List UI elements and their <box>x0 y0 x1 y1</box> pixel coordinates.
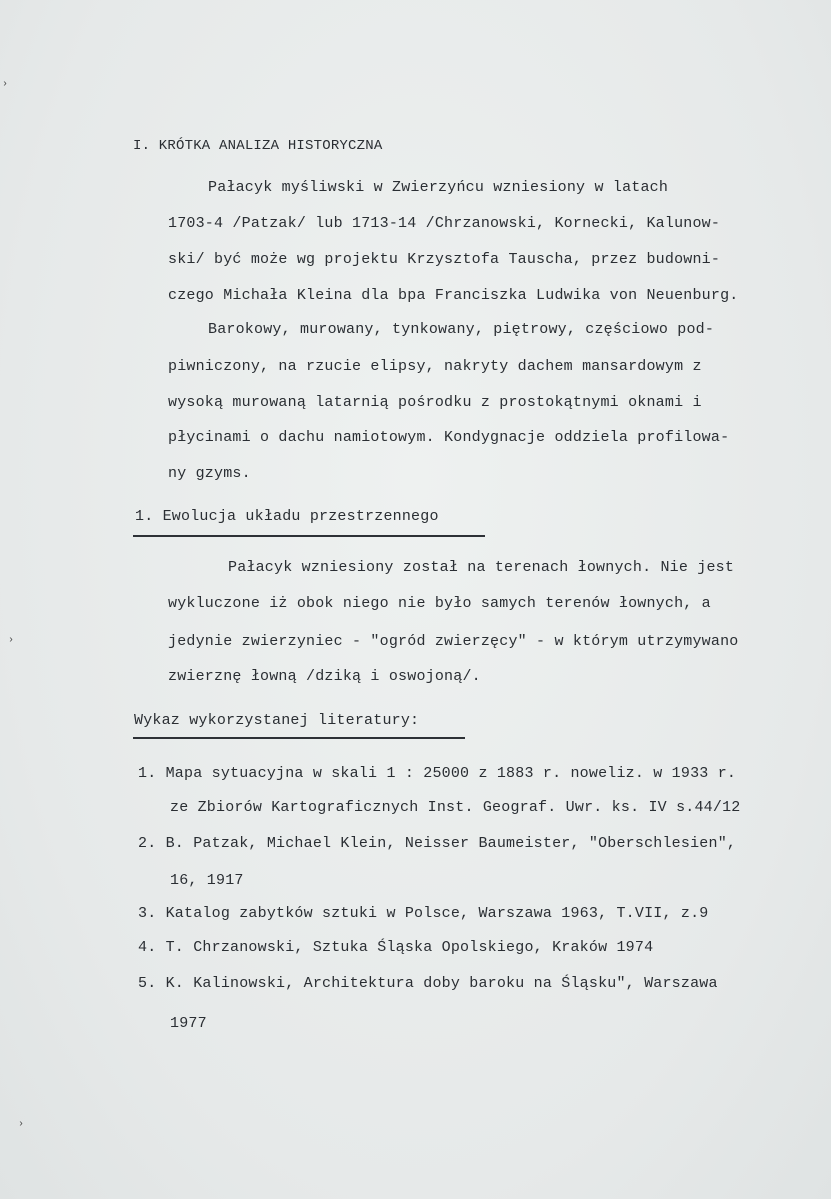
subsection-line: jedynie zwierzyniec - "ogród zwierzęcy" - w którym utrzymywano <box>168 633 739 650</box>
description-line: Barokowy, murowany, tynkowany, piętrowy, częściowo pod- <box>208 321 715 338</box>
intro-line: czego Michała Kleina dla bpa Franciszka Ludwika von Neuenburg. <box>168 287 739 304</box>
description-line: płycinami o dachu namiotowym. Kondygnacje oddziela profilowa- <box>168 429 730 446</box>
margin-mark: › <box>8 635 15 646</box>
bibliography-entry: 1977 <box>170 1015 207 1032</box>
intro-line: ski/ być może wg projektu Krzysztofa Tauscha, przez budowni- <box>168 251 721 268</box>
bibliography-entry: 16, 1917 <box>170 872 244 889</box>
bibliography-entry: 1. Mapa sytuacyjna w skali 1 : 25000 z 1883 r. noweliz. w 1933 r. <box>138 765 737 782</box>
subsection-heading: 1. Ewolucja układu przestrzennego <box>135 508 439 525</box>
subsection-line: zwierznę łowną /dziką i oswojoną/. <box>168 668 481 685</box>
bibliography-heading: Wykaz wykorzystanej literatury: <box>134 712 420 729</box>
bibliography-entry: 2. B. Patzak, Michael Klein, Neisser Baumeister, "Oberschlesien", <box>138 835 737 852</box>
bibliography-underline <box>133 737 465 739</box>
margin-mark: › <box>2 79 9 90</box>
margin-mark: › <box>18 1119 25 1130</box>
bibliography-entry: ze Zbiorów Kartograficznych Inst. Geograf. Uwr. ks. IV s.44/12 <box>170 799 741 816</box>
description-line: wysoką murowaną latarnią pośrodku z prostokątnymi oknami i <box>168 394 702 411</box>
description-line: ny gzyms. <box>168 465 251 482</box>
bibliography-entry: 3. Katalog zabytków sztuki w Polsce, Warszawa 1963, T.VII, z.9 <box>138 905 709 922</box>
subsection-line: wykluczone iż obok niego nie było samych terenów łownych, a <box>168 595 711 612</box>
bibliography-entry: 4. T. Chrzanowski, Sztuka Śląska Opolskiego, Kraków 1974 <box>138 939 654 956</box>
subsection-underline <box>133 535 485 537</box>
description-line: piwniczony, na rzucie elipsy, nakryty dachem mansardowym z <box>168 358 702 375</box>
bibliography-entry: 5. K. Kalinowski, Architektura doby baroku na Śląsku", Warszawa <box>138 975 718 992</box>
intro-line: Pałacyk myśliwski w Zwierzyńcu wzniesiony w latach <box>208 179 669 196</box>
subsection-line: Pałacyk wzniesiony został na terenach łownych. Nie jest <box>228 559 735 576</box>
intro-line: 1703-4 /Patzak/ lub 1713-14 /Chrzanowski, Kornecki, Kalunow- <box>168 215 721 232</box>
section-heading: I. KRÓTKA ANALIZA HISTORYCZNA <box>133 138 383 154</box>
